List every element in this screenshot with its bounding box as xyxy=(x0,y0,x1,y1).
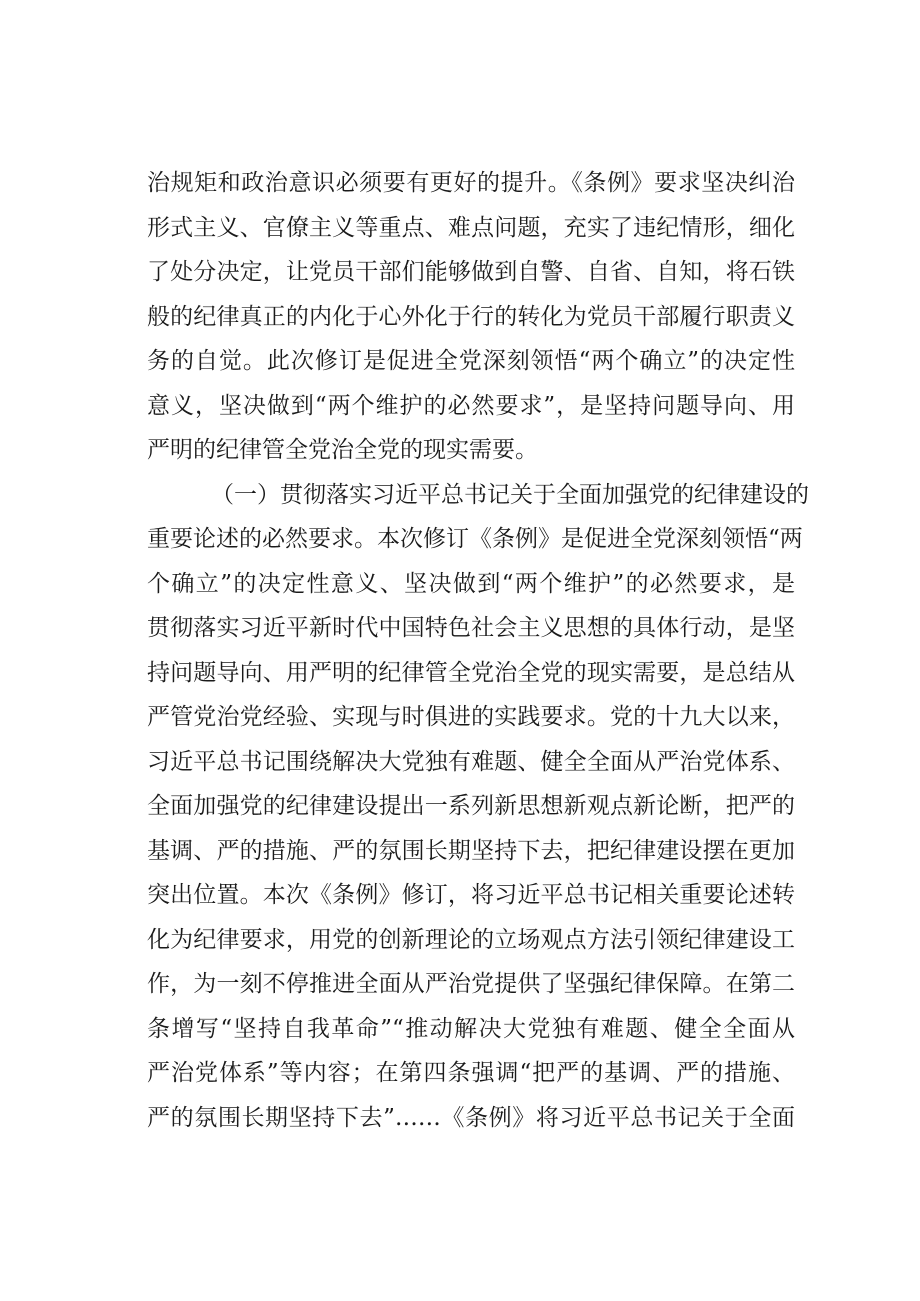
text-line: 般的纪律真正的内化于心外化于行的转化为党员干部履行职责义 xyxy=(147,303,795,330)
text-line: 形式主义、官僚主义等重点、难点问题，充实了违纪情形，细化 xyxy=(147,214,795,241)
text-line: （一）贯彻落实习近平总书记关于全面加强党的纪律建设的 xyxy=(211,481,809,508)
text-line: 重要论述的必然要求。本次修订《条例》是促进全党深刻领悟“两 xyxy=(147,526,803,552)
text-line: 持问题导向、用严明的纪律管全党治全党的现实需要，是总结从 xyxy=(147,659,795,686)
text-line: 治规矩和政治意识必须要有更好的提升。《条例》要求坚决纠治 xyxy=(147,170,795,196)
text-line: 习近平总书记围绕解决大党独有难题、健全全面从严治党体系、 xyxy=(147,748,795,775)
text-line: 全面加强党的纪律建设提出一系列新思想新观点新论断，把严的 xyxy=(147,793,795,819)
text-line: 化为纪律要求，用党的创新理论的立场观点方法引领纪律建设工 xyxy=(147,926,795,953)
text-line: 严治党体系”等内容；在第四条强调“把严的基调、严的措施、 xyxy=(147,1060,795,1086)
text-line: 条增写“坚持自我革命”“推动解决大党独有难题、健全全面从 xyxy=(147,1015,795,1042)
text-line: 意义，坚决做到“两个维护的必然要求”，是坚持问题导向、用 xyxy=(147,392,795,419)
text-line: 突出位置。本次《条例》修订，将习近平总书记相关重要论述转 xyxy=(147,882,795,908)
text-line: 严明的纪律管全党治全党的现实需要。 xyxy=(147,437,538,463)
paragraph-2 xyxy=(147,473,809,1141)
text-line: 务的自觉。此次修订是促进全党深刻领悟“两个确立”的决定性 xyxy=(147,348,795,374)
text-line: 严管党治党经验、实现与时俱进的实践要求。党的十九大以来， xyxy=(147,704,795,730)
body-text xyxy=(147,161,809,1140)
text-line: 作，为一刻不停推进全面从严治党提供了坚强纪律保障。在第二 xyxy=(147,971,795,997)
text-line: 了处分决定，让党员干部们能够做到自警、自省、自知，将石铁 xyxy=(147,259,795,285)
text-line: 基调、严的措施、严的氛围长期坚持下去，把纪律建设摆在更加 xyxy=(147,837,795,864)
text-line: 严的氛围长期坚持下去”……《条例》将习近平总书记关于全面 xyxy=(147,1104,795,1131)
text-line: 个确立”的决定性意义、坚决做到“两个维护”的必然要求，是 xyxy=(147,570,795,597)
paragraph-1 xyxy=(147,161,795,473)
text-line: 贯彻落实习近平新时代中国特色社会主义思想的具体行动，是坚 xyxy=(147,615,795,641)
